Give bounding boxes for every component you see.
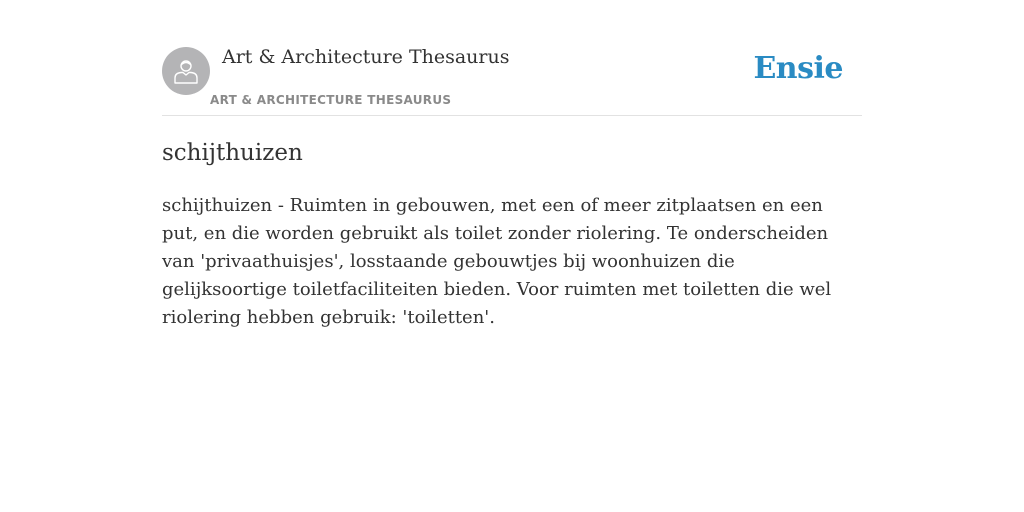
ensie-logo[interactable]: Ensie — [753, 51, 843, 86]
page-container — [162, 0, 862, 328]
author-name[interactable]: Art & Architecture Thesaurus — [222, 46, 510, 68]
author-subtitle: ART & ARCHITECTURE THESAURUS — [210, 93, 452, 107]
user-icon — [172, 57, 200, 85]
entry-definition: schijthuizen - Ruimten in gebouwen, met een of meer zitplaatsen en een put, en die worden gebruikt als toilet zonder riolering. Te onderscheiden van 'privaathuisjes', losstaande gebouwtjes bij woonhuizen die gelijksoortige toiletfaciliteiten bieden. Voor ruimten met toiletten die wel riolering hebben gebruik: 'toiletten'. — [162, 195, 832, 328]
entry-title: schijthuizen — [162, 140, 303, 166]
avatar[interactable] — [162, 47, 210, 95]
header — [162, 0, 862, 116]
